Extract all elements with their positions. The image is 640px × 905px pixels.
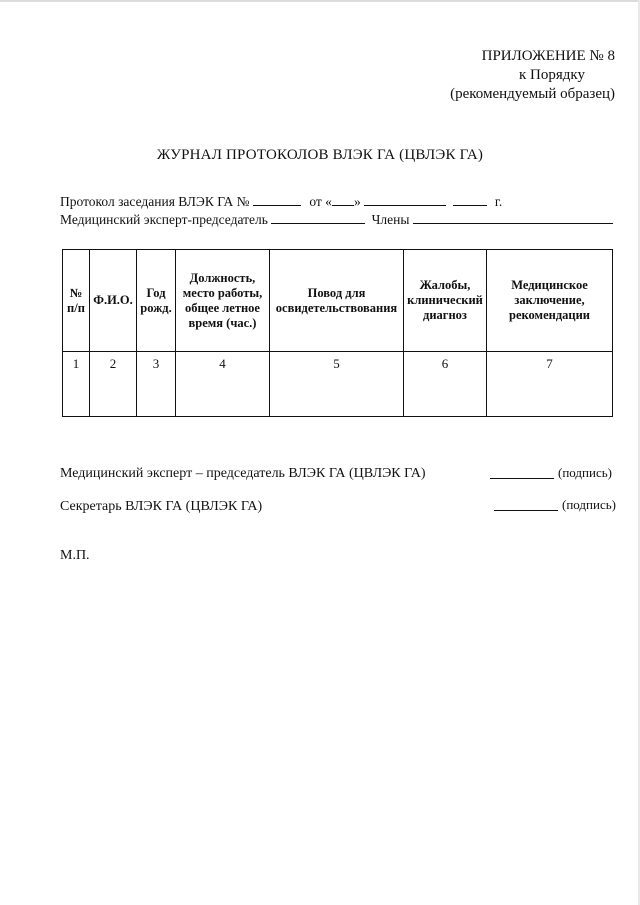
header-cell-diagnosis: Жалобы, клинический диагноз — [404, 250, 487, 352]
chairman-label: Медицинский эксперт-председатель — [60, 212, 268, 227]
chairman-signature-label: Медицинский эксперт – председатель ВЛЭК ГА (ЦВЛЭК ГА) — [60, 466, 426, 481]
journal-table — [62, 249, 613, 417]
chairman-signature-line — [490, 478, 554, 479]
column-number-cell: 4 — [176, 352, 270, 417]
secretary-podpis: (подпись) — [562, 497, 616, 512]
commission-line — [60, 211, 613, 228]
header-cell-conclusion: Медицинское заключение, рекомендации — [487, 250, 613, 352]
stamp-place: М.П. — [60, 548, 90, 563]
protocol-day-field — [332, 193, 354, 206]
column-number-cell: 2 — [90, 352, 137, 417]
header-cell-birth-year: Год рожд. — [137, 250, 176, 352]
protocol-date-close: » — [353, 194, 361, 209]
protocol-label: Протокол заседания ВЛЭК ГА № — [60, 194, 250, 209]
column-number-cell: 1 — [63, 352, 90, 417]
header-cell-position: Должность, место работы, общее летное время (час.) — [176, 250, 270, 352]
chairman-field — [271, 211, 365, 224]
members-label: Члены — [371, 212, 410, 227]
secretary-signature-line — [494, 510, 558, 511]
protocol-month-field — [364, 193, 446, 206]
column-number-cell: 3 — [137, 352, 176, 417]
chairman-podpis: (подпись) — [558, 465, 612, 480]
secretary-signature-label: Секретарь ВЛЭК ГА (ЦВЛЭК ГА) — [60, 499, 263, 514]
column-number-cell: 6 — [404, 352, 487, 417]
header-cell-number: № п/п — [63, 250, 90, 352]
appendix-number: ПРИЛОЖЕНИЕ № 8 — [481, 48, 615, 64]
column-number-cell: 5 — [270, 352, 404, 417]
appendix-note: (рекомендуемый образец) — [450, 86, 615, 102]
table-header-row — [63, 250, 613, 352]
header-cell-reason: Повод для освидетельствования — [270, 250, 404, 352]
table-number-row — [63, 352, 613, 417]
protocol-date-open: от « — [309, 194, 332, 209]
header-cell-name: Ф.И.О. — [90, 250, 137, 352]
protocol-line — [60, 193, 502, 210]
protocol-number-field — [253, 193, 301, 206]
appendix-reference: к Порядку — [519, 67, 585, 83]
document-title: ЖУРНАЛ ПРОТОКОЛОВ ВЛЭК ГА (ЦВЛЭК ГА) — [156, 147, 484, 163]
protocol-year-suffix: г. — [494, 194, 503, 209]
protocol-year-field — [453, 193, 487, 206]
members-field — [413, 211, 613, 224]
column-number-cell: 7 — [487, 352, 613, 417]
page-edge — [0, 0, 640, 2]
